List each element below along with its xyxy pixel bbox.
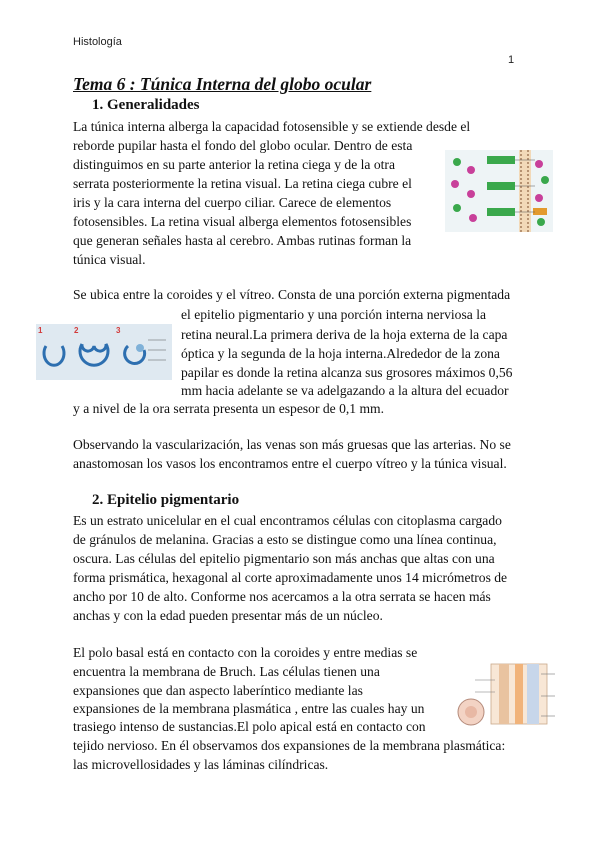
retina-layers-figure	[445, 150, 553, 232]
paragraph-line: trasiego intenso de sustancias.El polo apical está en contacto con	[73, 719, 426, 734]
paragraph-line: ancho por 10 de alto. Conforme nos acercamos a la otra serrata se hacen más	[73, 589, 491, 604]
paragraph-line: reborde pupilar hasta el fondo del globo ocular. Dentro de esta	[73, 138, 413, 153]
paragraph-line: serrata posteriormente la retina visual. La retina ciega cubre el	[73, 176, 412, 191]
paragraph-line: Observando la vascularización, las venas son más gruesas que las arterias. No se	[73, 437, 511, 452]
paragraph-line: el epitelio pigmentario y una porción interna nerviosa la	[181, 307, 487, 322]
paragraph-line: las microvellosidades y las láminas cilíndricas.	[73, 757, 329, 772]
paragraph-line: iris y la cara interna del cuerpo ciliar. Carece de elementos	[73, 195, 392, 210]
paragraph-line: forma prismática, hexagonal al corte aproximadamente unos 14 micrómetros de	[73, 570, 508, 585]
paragraph-line: mm hacia adelante se va adelgazando a la altura del ecuador	[181, 383, 509, 398]
paragraph-line: distinguimos en su parte anterior la retina ciega y de la otra	[73, 157, 395, 172]
document-header: Histología	[73, 36, 122, 48]
page-number: 1	[508, 54, 515, 66]
paragraph-line: óptica y la segunda de la hoja interna.Alrededor de la zona	[181, 346, 500, 361]
paragraph-line: La túnica interna alberga la capacidad fotosensible y se extiende desde el	[73, 119, 471, 134]
pigment-epithelium-figure	[455, 656, 555, 732]
paragraph-line: papilar es donde la retina alcanza sus grosores máximos 0,56	[181, 365, 513, 380]
paragraph-line: Es un estrato unicelular en el cual encontramos células con citoplasma cargado	[73, 513, 502, 528]
paragraph-line: que generan señales hasta al cerebro. Ambas rutinas forman la	[73, 233, 412, 248]
paragraph-line: encuentra la membrana de Bruch. Las células tienen una	[73, 664, 380, 679]
paragraph-line: y a nivel de la ora serrata presenta un espesor de 0,1 mm.	[73, 401, 385, 416]
paragraph-line: anchas y con la edad pueden presentar más de un núcleo.	[73, 608, 383, 623]
paragraph-line: fotosensibles. La retina visual alberga elementos fotosensibles	[73, 214, 412, 229]
paragraph-line: Se ubica entre la coroides y el vítreo. Consta de una porción externa pigmentada	[73, 287, 511, 302]
paragraph-line: expansiones de la membrana plasmática , entre las cuales hay un	[73, 701, 425, 716]
section-heading-generalidades: 1. Generalidades	[92, 97, 200, 113]
paragraph-line: El polo basal está en contacto con la coroides y entre medias se	[73, 645, 418, 660]
paragraph-line: túnica visual.	[73, 252, 146, 267]
section-heading-epitelio: 2. Epitelio pigmentario	[92, 492, 240, 508]
paragraph-line: expansiones que dan aspecto laberíntico mediante las	[73, 683, 363, 698]
figure-step-label: 1	[38, 326, 43, 335]
figure-step-label: 3	[116, 326, 121, 335]
paragraph-line: retina neural.La primera deriva de la hoja externa de la capa	[181, 327, 508, 342]
paragraph-line: de gránulos de melanina. Gracias a esto se distingue como una línea continua,	[73, 532, 497, 547]
optic-cup-development-figure	[36, 324, 172, 380]
figure-step-label: 2	[74, 326, 79, 335]
page-title: Tema 6 : Túnica Interna del globo ocular	[73, 74, 372, 94]
paragraph-line: anastomosan los vasos los encontramos entre el cuerpo vítreo y la túnica visual.	[73, 456, 507, 471]
paragraph-line: tejido nervioso. En él observamos dos expansiones de la membrana plasmática:	[73, 738, 506, 753]
paragraph-line: oscura. Las células del epitelio pigmentario son más anchas que altas con una	[73, 551, 495, 566]
